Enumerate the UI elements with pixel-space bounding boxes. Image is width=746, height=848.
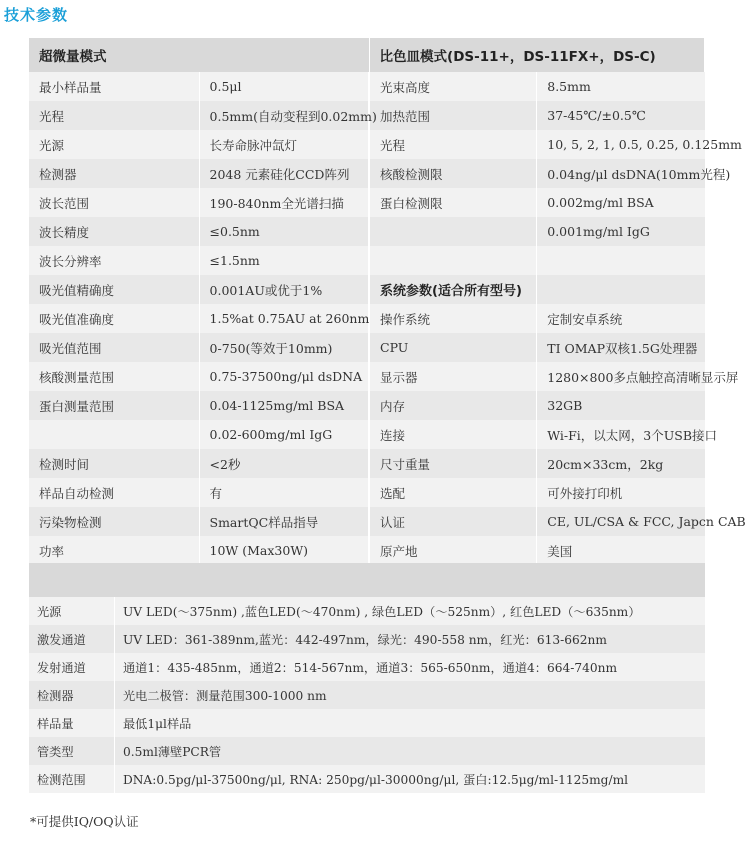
spec-value: 20cm×33cm，2kg — [547, 456, 664, 472]
spec-label: 光源 — [29, 130, 199, 159]
spec-label: 认证 — [369, 507, 537, 536]
spec-value: 有 — [199, 478, 369, 507]
spec-value: 0.001AU或优于1% — [199, 275, 369, 304]
spec-value: 0-750(等效于10mm) — [199, 333, 369, 362]
spec-table-header — [29, 38, 705, 72]
table-row — [29, 304, 705, 333]
table-row — [29, 765, 705, 793]
spec-label: 检测器 — [29, 681, 115, 709]
spec-value: 0.5mm(自动变程到0.02mm) — [199, 101, 369, 130]
spec-value: 190-840nm全光谱扫描 — [199, 188, 369, 217]
spec-label: 最小样品量 — [29, 72, 199, 101]
table-row — [29, 625, 705, 653]
spec-value: 0.001mg/ml IgG — [547, 224, 650, 239]
table-row — [29, 737, 705, 765]
header-cuvette-mode: 比色皿模式(DS-11+，DS-11FX+，DS-C) — [369, 38, 704, 72]
table-row — [29, 130, 705, 159]
spec-value: 32GB — [547, 398, 583, 413]
table-row — [29, 333, 705, 362]
spec-value: CE, UL/CSA & FCC, Japcn CAB — [547, 514, 746, 529]
page-title: 技术参数 — [4, 6, 69, 24]
spec-value: 10W (Max30W) — [199, 536, 369, 565]
spec-value: 最低1μl样品 — [123, 716, 192, 731]
spec-value: 0.75-37500ng/μl dsDNA — [199, 362, 369, 391]
table-row — [29, 709, 705, 737]
spec-table-fluorescence — [29, 597, 705, 793]
spec-label: 操作系统 — [369, 304, 537, 333]
spec-label: 吸光值范围 — [29, 333, 199, 362]
spec-value: 美国 — [547, 543, 573, 559]
spec-label: 选配 — [369, 478, 537, 507]
spec-value: 0.5μl — [199, 72, 369, 101]
spec-value: 0.04-1125mg/ml BSA — [199, 391, 369, 420]
spec-label — [369, 217, 537, 246]
spec-label: 加热范围 — [369, 101, 537, 130]
table-row — [29, 507, 705, 536]
table-row — [29, 391, 705, 420]
spec-label: 光源 — [29, 597, 115, 625]
spec-value: 0.04ng/μl dsDNA(10mm光程) — [547, 166, 731, 182]
footnote: *可提供IQ/OQ认证 — [30, 814, 139, 829]
spec-label: 蛋白测量范围 — [29, 391, 199, 420]
spec-label: 功率 — [29, 536, 199, 565]
spec-label — [29, 420, 199, 449]
spec-label: 原产地 — [369, 536, 537, 565]
section-divider-band — [29, 563, 705, 597]
spec-label: 核酸测量范围 — [29, 362, 199, 391]
spec-value: 0.002mg/ml BSA — [547, 195, 654, 210]
spec-value: TI OMAP双核1.5G处理器 — [547, 340, 698, 356]
spec-label: 蛋白检测限 — [369, 188, 537, 217]
spec-value: 可外接打印机 — [547, 485, 623, 501]
spec-value: 10, 5, 2, 1, 0.5, 0.25, 0.125mm — [547, 137, 742, 152]
spec-label: 波长范围 — [29, 188, 199, 217]
spec-value: 8.5mm — [547, 79, 591, 94]
table-row — [29, 246, 705, 275]
table-row — [29, 275, 705, 304]
spec-value: 0.02-600mg/ml IgG — [199, 420, 369, 449]
spec-label: 波长分辨率 — [29, 246, 199, 275]
spec-label: 检测时间 — [29, 449, 199, 478]
table-row — [29, 101, 705, 130]
spec-value: 1.5%at 0.75AU at 260nm — [199, 304, 369, 333]
header-microvolume-mode: 超微量模式 — [29, 38, 369, 72]
spec-label: CPU — [369, 333, 537, 362]
spec-value: 37-45℃/±0.5℃ — [547, 108, 646, 123]
spec-value: 长寿命脉冲氙灯 — [199, 130, 369, 159]
spec-label: 检测范围 — [29, 765, 115, 793]
spec-label: 内存 — [369, 391, 537, 420]
spec-label: 光程 — [369, 130, 537, 159]
spec-label: 激发通道 — [29, 625, 115, 653]
spec-value: Wi-Fi，以太网，3个USB接口 — [547, 427, 718, 443]
spec-label: 样品量 — [29, 709, 115, 737]
spec-value: ≤0.5nm — [199, 217, 369, 246]
table-row — [29, 653, 705, 681]
table-row — [29, 449, 705, 478]
spec-label: 管类型 — [29, 737, 115, 765]
table-row — [29, 362, 705, 391]
spec-value: UV LED(～375nm) ,蓝色LED(～470nm) , 绿色LED（～525nm）, 红色LED（～635nm） — [123, 604, 641, 619]
spec-value: ≤1.5nm — [199, 246, 369, 275]
spec-table-main — [29, 38, 746, 565]
spec-label — [369, 246, 537, 275]
spec-value: SmartQC样品指导 — [199, 507, 369, 536]
spec-label: 光束高度 — [369, 72, 537, 101]
spec-value: 通道1：435-485nm，通道2：514-567nm，通道3：565-650nm，通道4：664-740nm — [123, 660, 618, 675]
spec-value: 光电二极管：测量范围300-1000 nm — [123, 688, 327, 703]
table-row — [29, 597, 705, 625]
spec-label: 吸光值精确度 — [29, 275, 199, 304]
spec-value: 0.5ml薄壁PCR管 — [123, 744, 222, 759]
spec-label: 波长精度 — [29, 217, 199, 246]
spec-label: 吸光值准确度 — [29, 304, 199, 333]
table-row — [29, 478, 705, 507]
spec-label: 检测器 — [29, 159, 199, 188]
spec-value: 2048 元素硅化CCD阵列 — [199, 159, 369, 188]
table-row — [29, 681, 705, 709]
spec-value: UV LED：361-389nm,蓝光：442-497nm，绿光：490-558 nm，红光：613-662nm — [123, 632, 607, 647]
spec-label: 污染物检测 — [29, 507, 199, 536]
spec-value: 1280×800多点触控高清晰显示屏 — [547, 369, 739, 385]
spec-value: <2秒 — [199, 449, 369, 478]
spec-value: DNA:0.5pg/μl-37500ng/μl, RNA: 250pg/μl-30000ng/μl, 蛋白:12.5μg/ml-1125mg/ml — [123, 772, 629, 787]
table-row — [29, 217, 705, 246]
table-row — [29, 188, 705, 217]
spec-label: 样品自动检测 — [29, 478, 199, 507]
spec-label: 光程 — [29, 101, 199, 130]
spec-value: 定制安卓系统 — [547, 311, 623, 327]
spec-value — [537, 275, 705, 304]
table-row — [29, 536, 705, 565]
spec-label: 系统参数(适合所有型号) — [369, 275, 537, 304]
table-row — [29, 420, 705, 449]
table-row — [29, 159, 705, 188]
spec-label: 连接 — [369, 420, 537, 449]
table-row — [29, 72, 705, 101]
spec-label: 发射通道 — [29, 653, 115, 681]
spec-label: 核酸检测限 — [369, 159, 537, 188]
spec-value — [537, 246, 705, 275]
spec-label: 显示器 — [369, 362, 537, 391]
spec-label: 尺寸重量 — [369, 449, 537, 478]
